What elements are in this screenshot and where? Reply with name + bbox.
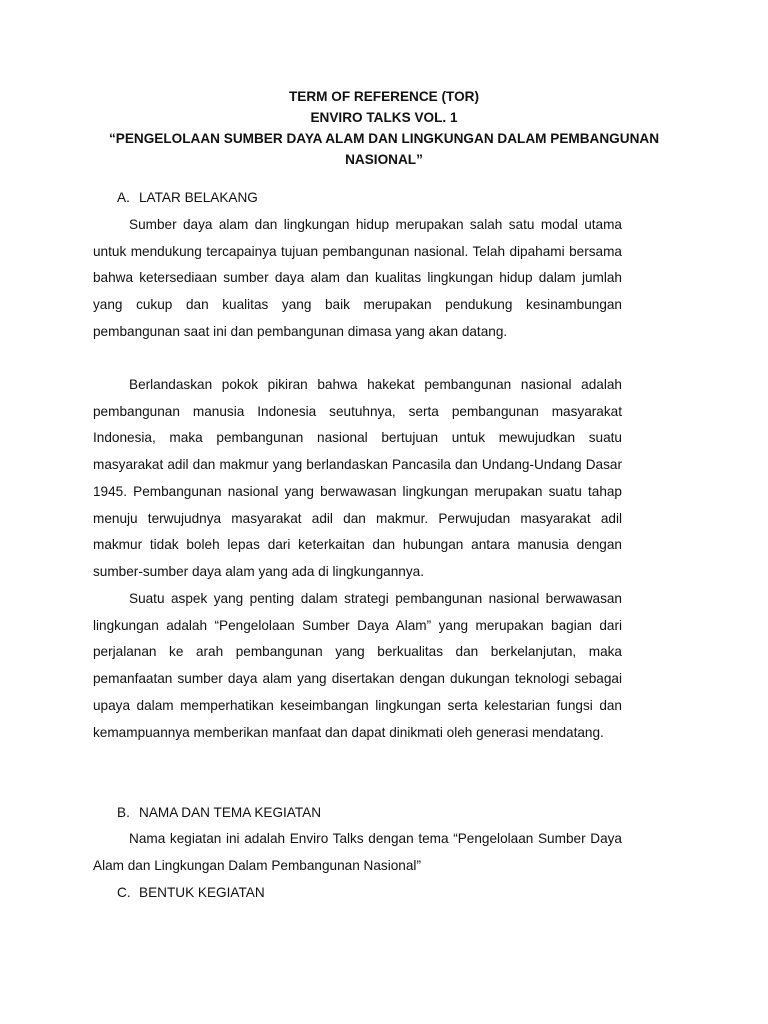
section-b-letter: B. <box>117 805 130 820</box>
section-c-title: BENTUK KEGIATAN <box>139 885 265 900</box>
title-line-3: “PENGELOLAAN SUMBER DAYA ALAM DAN LINGKUNGAN DALAM PEMBANGUNAN <box>108 131 660 146</box>
section-a-paragraph-2: Berlandaskan pokok pikiran bahwa hakekat pembangunan nasional adalah pembangunan manusia Indonesia seutuhnya, serta pembangunan masyarakat Indonesia, maka pembangunan nasional bertujuan untuk mewujudkan suatu masyarakat adil dan makmur yang berlandaskan Pancasila dan Undang-Undang Dasar 1945. Pembangunan nasional yang berwawasan lingkungan merupakan suatu tahap menuju terwujudnya masyarakat adil dan makmur. Perwujudan masyarakat adil makmur tidak boleh lepas dari keterkaitan dan hubungan antara manusia dengan sumber-sumber daya alam yang ada di lingkungannya. <box>93 377 622 579</box>
section-a-title: LATAR BELAKANG <box>139 190 258 205</box>
section-b-paragraph-1: Nama kegiatan ini adalah Enviro Talks dengan tema “Pengelolaan Sumber Daya Alam dan Lingkungan Dalam Pembangunan Nasional” <box>93 831 622 873</box>
section-a-letter: A. <box>117 190 130 205</box>
title-line-2: ENVIRO TALKS VOL. 1 <box>310 110 458 125</box>
section-c-letter: C. <box>117 885 131 900</box>
title-line-1: TERM OF REFERENCE (TOR) <box>288 89 480 104</box>
section-a-heading <box>117 188 258 208</box>
section-a-paragraph-1: Sumber daya alam dan lingkungan hidup merupakan salah satu modal utama untuk mendukung tercapainya tujuan pembangunan nasional. Telah dipahami bersama bahwa ketersediaan sumber daya alam dan kualitas lingkungan hidup dalam jumlah yang cukup dan kualitas yang baik merupakan pendukung kesinambungan pembangunan saat ini dan pembangunan dimasa yang akan datang. <box>93 217 622 339</box>
section-b-title: NAMA DAN TEMA KEGIATAN <box>139 805 322 820</box>
document-title <box>93 86 675 170</box>
section-a-paragraph-3: Suatu aspek yang penting dalam strategi pembangunan nasional berwawasan lingkungan adalah “Pengelolaan Sumber Daya Alam” yang merupakan bagian dari perjalanan ke arah pembangunan yang berkualitas dan berkelanjutan, maka pemanfaatan sumber daya alam yang disertakan dengan dukungan teknologi sebagai upaya dalam memperhatikan keseimbangan lingkungan serta kelestarian fungsi dan kemampuannya memberikan manfaat dan dapat dinikmati oleh generasi mendatang. <box>93 591 622 740</box>
title-line-4: NASIONAL” <box>345 152 423 167</box>
section-b-heading <box>117 803 321 823</box>
section-c-heading <box>117 883 265 903</box>
